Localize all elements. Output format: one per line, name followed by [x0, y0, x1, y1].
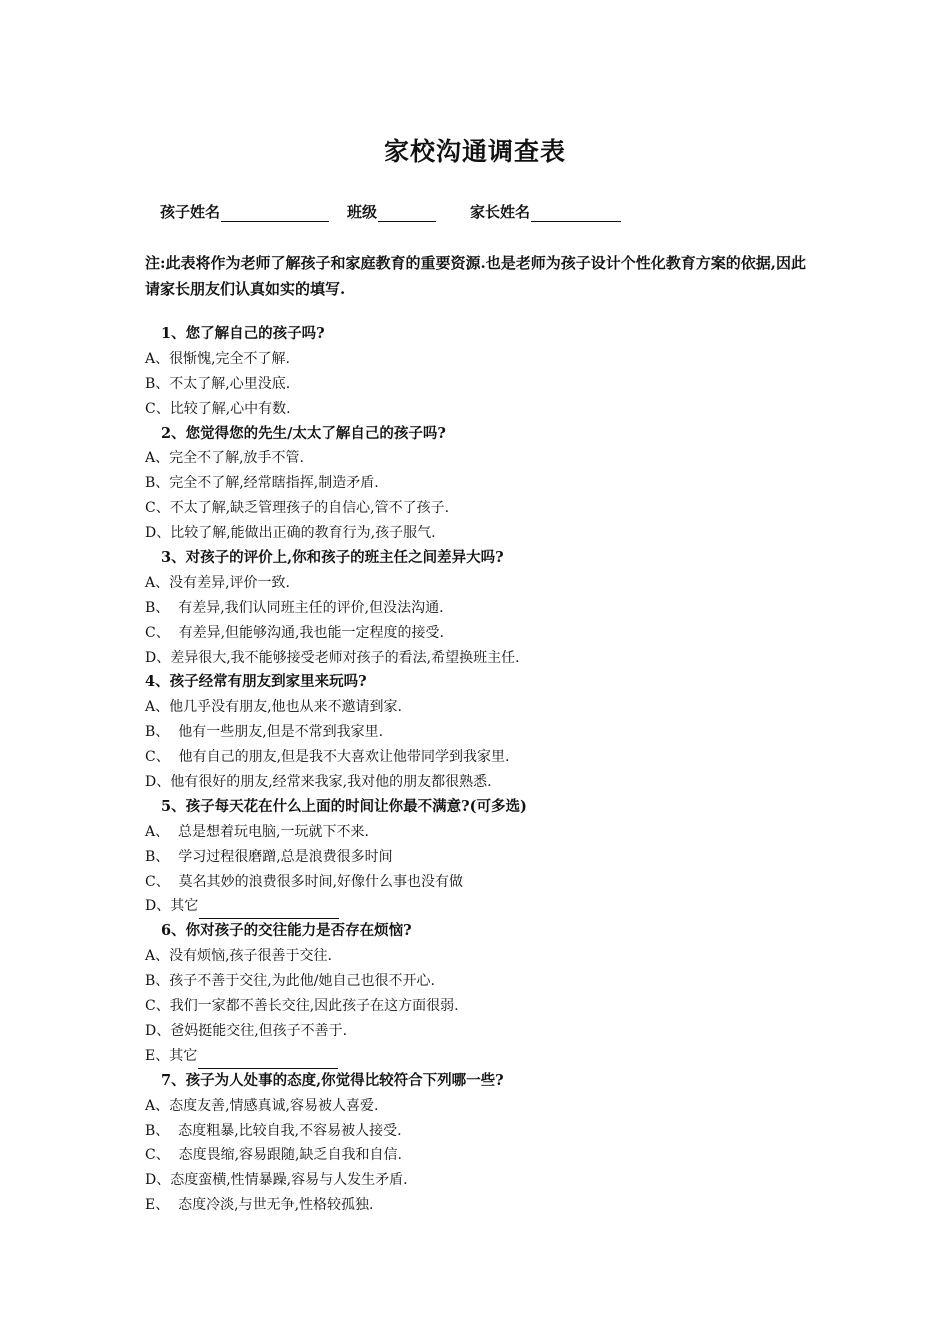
- instruction-note: 注:此表将作为老师了解孩子和家庭教育的重要资源.也是老师为孩子设计个性化教育方案的依据,因此请家长朋友们认真如实的填写.: [145, 254, 806, 298]
- option-1-b[interactable]: [145, 372, 825, 397]
- option-text: D、他有很好的朋友,经常来我家,我对他的朋友都很熟悉.: [145, 774, 492, 791]
- class-label: 班级: [347, 203, 378, 221]
- option-1-c[interactable]: [145, 397, 825, 422]
- question-2: 2、您觉得您的先生/太太了解自己的孩子吗?: [161, 424, 446, 442]
- option-text: B、完全不了解,经常瞎指挥,制造矛盾.: [145, 475, 379, 492]
- parent-name-label: 家长姓名: [470, 203, 531, 221]
- question-1: 1、您了解自己的孩子吗?: [161, 325, 325, 342]
- option-7-c[interactable]: [145, 1143, 825, 1168]
- question-7: 7、孩子为人处事的态度,你觉得比较符合下列哪一些?: [161, 1071, 504, 1089]
- option-text: A、态度友善,情感真诚,容易被人喜爱.: [145, 1097, 379, 1114]
- child-name-label: 孩子姓名: [160, 203, 221, 221]
- option-text: B、 态度粗暴,比较自我,不容易被人接受.: [145, 1122, 402, 1139]
- option-text: C、 有差异,但能够沟通,我也能一定程度的接受.: [145, 624, 444, 641]
- info-fields: [160, 201, 621, 222]
- option-4-d[interactable]: [145, 770, 825, 795]
- option-text: D、差异很大,我不能够接受老师对孩子的看法,希望换班主任.: [145, 649, 520, 666]
- option-4-b[interactable]: [145, 720, 825, 745]
- option-2-c[interactable]: [145, 496, 825, 521]
- option-6-e[interactable]: [145, 1044, 825, 1069]
- option-text: B、孩子不善于交往,为此他/她自己也很不开心.: [145, 973, 435, 990]
- option-text: C、 莫名其妙的浪费很多时间,好像什么事也没有做: [145, 873, 464, 890]
- option-text: C、不太了解,缺乏管理孩子的自信心,管不了孩子.: [145, 500, 450, 517]
- option-2-d[interactable]: [145, 521, 825, 546]
- option-1-a[interactable]: [145, 347, 825, 372]
- option-5-c[interactable]: [145, 870, 825, 895]
- option-text: B、 学习过程很磨蹭,总是浪费很多时间: [145, 848, 393, 865]
- option-text: B、 他有一些朋友,但是不常到我家里.: [145, 724, 384, 741]
- child-name-blank[interactable]: [221, 207, 329, 222]
- option-text: B、 有差异,我们认同班主任的评价,但没法沟通.: [145, 599, 444, 616]
- option-text: A、很惭愧,完全不了解.: [145, 350, 291, 367]
- class-blank[interactable]: [378, 207, 436, 222]
- other-answer-blank[interactable]: [199, 903, 339, 919]
- question-4: 4、孩子经常有朋友到家里来玩吗?: [145, 673, 367, 691]
- option-text: A、没有差异,评价一致.: [145, 574, 291, 591]
- option-5-d[interactable]: [145, 894, 825, 919]
- class-field[interactable]: [347, 201, 436, 222]
- option-3-d[interactable]: [145, 646, 825, 671]
- option-6-c[interactable]: [145, 994, 825, 1019]
- option-7-d[interactable]: [145, 1168, 825, 1193]
- option-3-c[interactable]: [145, 621, 825, 646]
- question-list: [145, 322, 825, 1218]
- option-text: E、 态度冷淡,与世无争,性格较孤独.: [145, 1197, 374, 1214]
- page-title: 家校沟通调查表: [383, 137, 566, 166]
- option-text: B、不太了解,心里没底.: [145, 375, 291, 392]
- question-6: 6、你对孩子的交往能力是否存在烦恼?: [161, 922, 412, 940]
- option-text: D、其它: [145, 898, 199, 915]
- child-name-field[interactable]: [160, 201, 329, 222]
- option-text: C、 态度畏缩,容易跟随,缺乏自我和自信.: [145, 1147, 402, 1164]
- option-text: C、比较了解,心中有数.: [145, 400, 291, 417]
- option-text: C、 他有自己的朋友,但是我不大喜欢让他带同学到我家里.: [145, 749, 510, 766]
- parent-name-field[interactable]: [470, 201, 621, 222]
- option-2-b[interactable]: [145, 471, 825, 496]
- option-text: C、我们一家都不善长交往,因此孩子在这方面很弱.: [145, 998, 459, 1015]
- option-text: D、态度蛮横,性情暴躁,容易与人发生矛盾.: [145, 1172, 408, 1189]
- option-7-e[interactable]: [145, 1193, 825, 1218]
- option-3-a[interactable]: [145, 571, 825, 596]
- question-5: 5、孩子每天花在什么上面的时间让你最不满意?(可多选): [161, 797, 527, 815]
- option-3-b[interactable]: [145, 596, 825, 621]
- option-6-b[interactable]: [145, 969, 825, 994]
- option-7-a[interactable]: [145, 1094, 825, 1119]
- option-6-d[interactable]: [145, 1019, 825, 1044]
- option-4-a[interactable]: [145, 695, 825, 720]
- option-text: A、没有烦恼,孩子很善于交往.: [145, 948, 333, 965]
- other-answer-blank[interactable]: [198, 1053, 338, 1069]
- question-3: 3、对孩子的评价上,你和孩子的班主任之间差异大吗?: [161, 549, 504, 567]
- option-5-a[interactable]: [145, 820, 825, 845]
- option-text: A、他几乎没有朋友,他也从来不邀请到家.: [145, 699, 403, 716]
- option-7-b[interactable]: [145, 1119, 825, 1144]
- parent-name-blank[interactable]: [531, 207, 621, 222]
- option-2-a[interactable]: [145, 446, 825, 471]
- option-text: E、其它: [145, 1047, 198, 1064]
- option-text: D、爸妈挺能交往,但孩子不善于.: [145, 1022, 348, 1039]
- option-text: D、比较了解,能做出正确的教育行为,孩子服气.: [145, 525, 436, 542]
- option-6-a[interactable]: [145, 944, 825, 969]
- option-text: A、 总是想着玩电脑,一玩就下不来.: [145, 823, 369, 840]
- option-5-b[interactable]: [145, 845, 825, 870]
- option-4-c[interactable]: [145, 745, 825, 770]
- option-text: A、完全不了解,放手不管.: [145, 450, 305, 467]
